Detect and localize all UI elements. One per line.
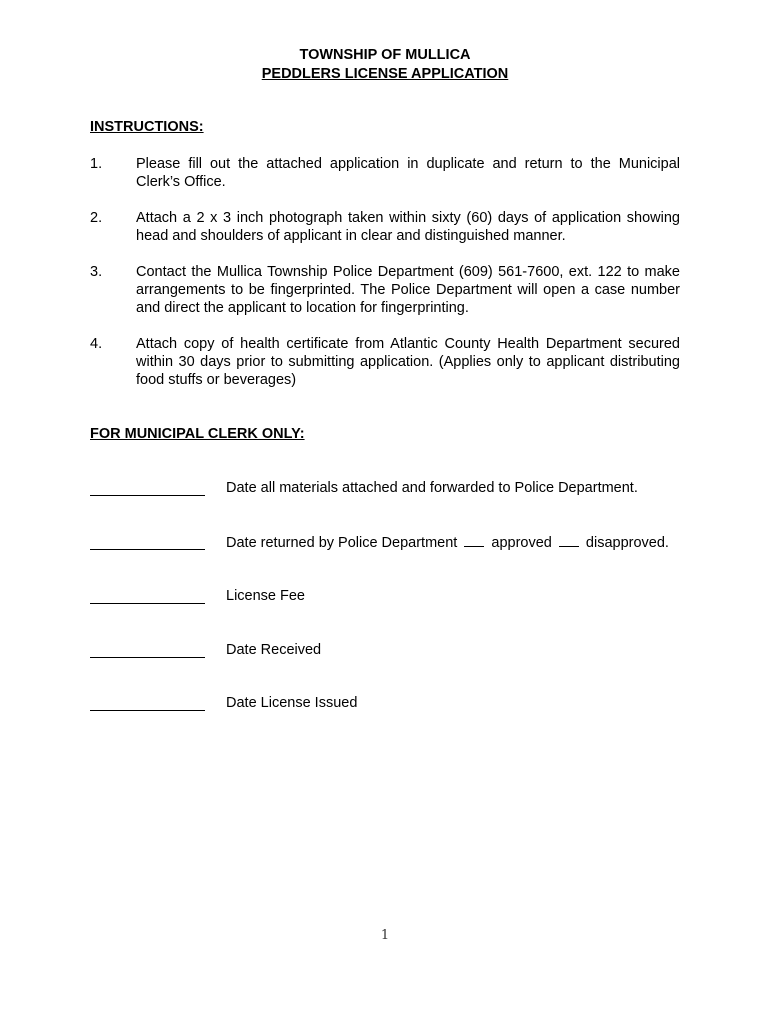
instruction-number: 2. (90, 210, 103, 226)
clerk-row-label: Date Received (226, 642, 322, 658)
instruction-number: 1. (90, 156, 103, 172)
instruction-number: 4. (90, 336, 103, 352)
clerk-row-label (226, 534, 669, 551)
date-received-field[interactable] (90, 657, 205, 658)
clerk-row-label: Date License Issued (226, 695, 358, 711)
date-returned-field[interactable] (90, 549, 205, 550)
page-title: TOWNSHIP OF MULLICA (299, 47, 471, 63)
license-fee-field[interactable] (90, 603, 205, 604)
instruction-item-3 (90, 263, 680, 317)
instruction-item-2 (90, 209, 680, 245)
clerk-row-returned (90, 534, 690, 554)
disapproved-label: disapproved. (585, 535, 669, 551)
instruction-text: Attach copy of health certificate from Atlantic County Health Department secured within 30 days prior to submitting application. (Applies only to applicant distributing food stuffs or beverages) (136, 336, 680, 388)
page-number: 1 (380, 928, 390, 943)
instruction-item-4 (90, 335, 680, 389)
clerk-row-label: Date all materials attached and forwarded to Police Department. (226, 480, 638, 496)
clerk-row-license-fee (90, 588, 690, 608)
disapproved-blank[interactable] (559, 534, 579, 547)
instruction-text: Contact the Mullica Township Police Department (609) 561-7600, ext. 122 to make arrangements to be fingerprinted. The Police Department will open a case number and direct the applicant to location for fingerprinting. (136, 264, 680, 316)
instruction-text: Please fill out the attached application in duplicate and return to the Municipal Clerk’s Office. (136, 156, 680, 190)
approved-blank[interactable] (464, 534, 484, 547)
page-subtitle: PEDDLERS LICENSE APPLICATION (261, 66, 509, 82)
clerk-row-license-issued (90, 695, 690, 715)
date-forwarded-field[interactable] (90, 495, 205, 496)
clerk-row-date-received (90, 642, 690, 662)
approved-label: approved (491, 535, 552, 551)
date-license-issued-field[interactable] (90, 710, 205, 711)
clerk-row-forwarded (90, 480, 690, 500)
clerk-row-label: License Fee (226, 588, 305, 604)
document-header (0, 46, 770, 84)
instruction-item-1 (90, 155, 680, 191)
clerk-only-heading: FOR MUNICIPAL CLERK ONLY: (90, 426, 305, 442)
instruction-number: 3. (90, 264, 103, 280)
returned-label: Date returned by Police Department (226, 535, 458, 551)
instruction-text: Attach a 2 x 3 inch photograph taken within sixty (60) days of application showing head and shoulders of applicant in clear and distinguished manner. (136, 210, 680, 244)
instructions-heading: INSTRUCTIONS: (90, 119, 204, 135)
